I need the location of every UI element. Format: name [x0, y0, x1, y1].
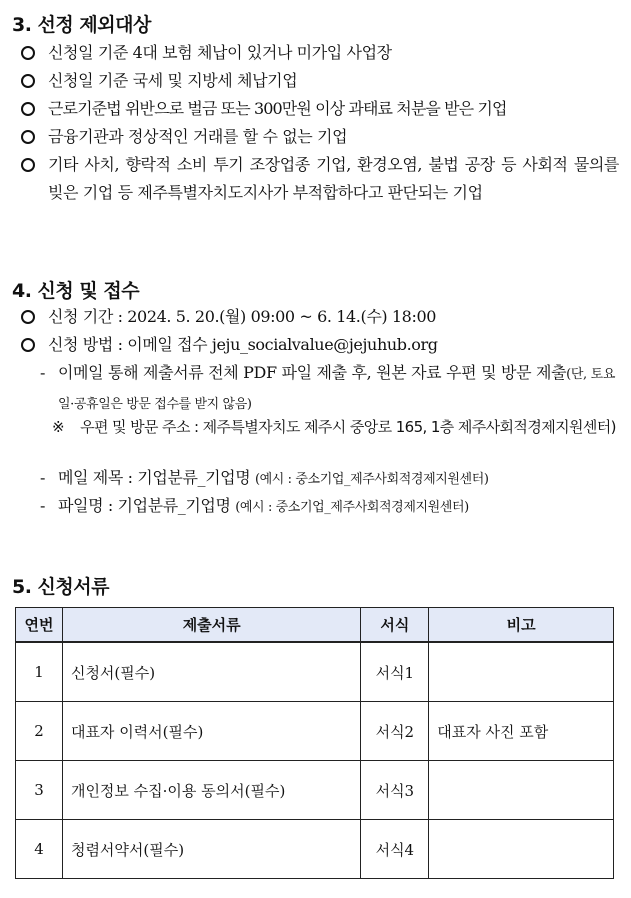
- cell-no: 4: [16, 820, 63, 879]
- cell-no: 3: [16, 761, 63, 820]
- bullet-text: 신청일 기준 국세 및 지방세 체납기업: [48, 71, 298, 90]
- cell-form: 서식3: [361, 761, 429, 820]
- header-document: 제출서류: [62, 608, 360, 643]
- bullet-text: 신청일 기준 4대 보험 체납이 있거나 미가입 사업장: [48, 43, 392, 62]
- bullet-item: [21, 95, 619, 123]
- cell-no: 2: [16, 702, 63, 761]
- bullet-item: [21, 67, 619, 95]
- bullet-item: [21, 123, 619, 151]
- circle-bullet-icon: [21, 158, 35, 172]
- circle-bullet-icon: [21, 74, 35, 88]
- application-period: 신청 기간 : 2024. 5. 20.(월) 09:00 ~ 6. 14.(수) 18:00: [48, 307, 437, 326]
- bullet-item: [21, 151, 619, 207]
- circle-bullet-icon: [21, 338, 35, 352]
- cell-remarks: 대표자 사진 포함: [429, 702, 614, 761]
- bullet-item: [21, 39, 619, 67]
- filename-example: (예시 : 중소기업_제주사회적경제지원센터): [235, 500, 469, 515]
- address-text: 우편 및 방문 주소 : 제주특별자치도 제주시 중앙로 165, 1층 제주사회적경제지원센터): [80, 418, 616, 436]
- cell-form: 서식1: [361, 642, 429, 702]
- dash-text: [58, 464, 620, 494]
- circle-bullet-icon: [21, 130, 35, 144]
- dash-item: [40, 464, 620, 494]
- header-remarks: 비고: [429, 608, 614, 643]
- section-5-title: 5. 신청서류: [12, 576, 109, 598]
- section-4-title: 4. 신청 및 접수: [12, 280, 140, 302]
- submission-instruction: 이메일 통해 제출서류 전체 PDF 파일 제출 후, 원본 자료 우편 및 방문 제출: [58, 363, 567, 382]
- cell-remarks: [429, 642, 614, 702]
- email-subject-example: (예시 : 중소기업_제주사회적경제지원센터): [254, 472, 489, 487]
- documents-table: [15, 607, 614, 879]
- bullet-item: [21, 331, 619, 359]
- dash-mark: -: [40, 496, 46, 515]
- header-form: 서식: [361, 608, 429, 643]
- dash-text: [58, 492, 620, 522]
- dash-mark: -: [40, 468, 46, 487]
- table-row: [16, 820, 614, 879]
- table-row: [16, 761, 614, 820]
- circle-bullet-icon: [21, 102, 35, 116]
- section-3-title: 3. 선정 제외대상: [12, 14, 151, 36]
- bullet-text: 근로기준법 위반으로 벌금 또는 300만원 이상 과태료 처분을 받은 기업: [48, 99, 507, 118]
- cell-document: 신청서(필수): [62, 642, 360, 702]
- bullet-text: 금융기관과 정상적인 거래를 할 수 없는 기업: [48, 127, 348, 146]
- application-method: 신청 방법 : 이메일 접수 jeju_socialvalue@jejuhub.org: [48, 335, 438, 354]
- cell-document: 개인정보 수집·이용 동의서(필수): [62, 761, 360, 820]
- header-no: 연번: [16, 608, 63, 643]
- bullet-text: 기타 사치, 향락적 소비 투기 조장업종 기업, 환경오염, 불법 공장 등 사회적 물의를 빚은 기업 등 제주특별자치도지사가 부적합하다고 판단되는 기업: [48, 155, 619, 202]
- dash-item: [40, 492, 620, 522]
- dash-item: [40, 359, 615, 419]
- submission-note: (단, 토요일·공휴일은 방문 접수를 받지 않음): [58, 367, 615, 412]
- table-row: [16, 702, 614, 761]
- cell-remarks: [429, 761, 614, 820]
- dash-mark: -: [40, 363, 46, 382]
- table-header-row: [16, 608, 614, 643]
- bullet-item: [21, 303, 619, 331]
- reference-mark: ※: [52, 418, 64, 436]
- cell-no: 1: [16, 642, 63, 702]
- filename-format: 파일명 : 기업분류_기업명: [58, 496, 231, 515]
- circle-bullet-icon: [21, 310, 35, 324]
- cell-remarks: [429, 820, 614, 879]
- circle-bullet-icon: [21, 46, 35, 60]
- cell-document: 청렴서약서(필수): [62, 820, 360, 879]
- cell-form: 서식2: [361, 702, 429, 761]
- dash-text: [58, 359, 615, 419]
- email-subject-format: 메일 제목 : 기업분류_기업명: [58, 468, 251, 487]
- address-note: [52, 414, 622, 440]
- cell-document: 대표자 이력서(필수): [62, 702, 360, 761]
- table-row: [16, 642, 614, 702]
- cell-form: 서식4: [361, 820, 429, 879]
